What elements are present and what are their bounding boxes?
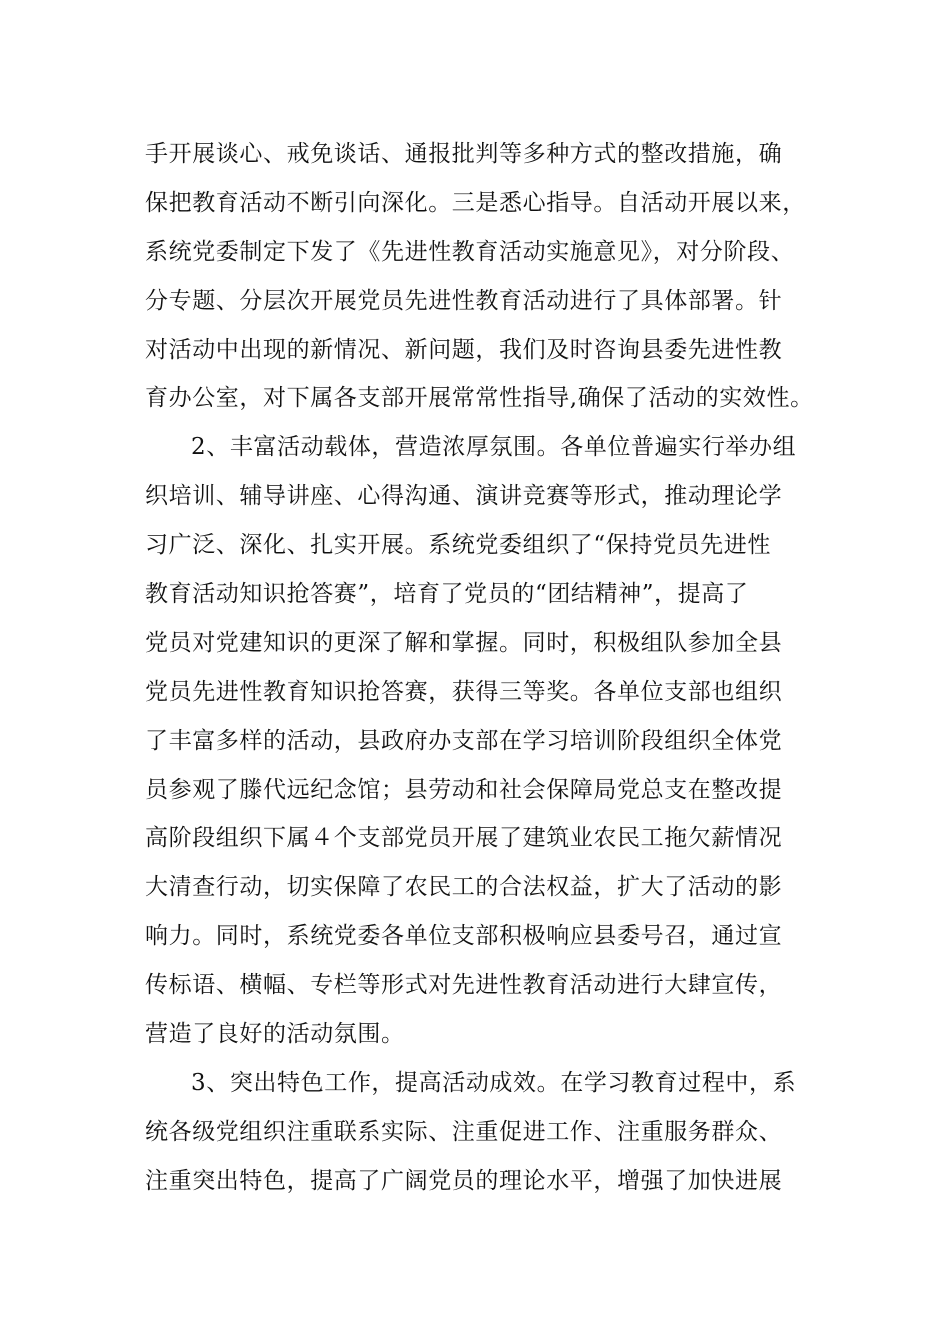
text-line: 系统党委制定下发了《先进性教育活动实施意见》，对分阶段、 (145, 238, 795, 265)
text-line: 统各级党组织注重联系实际、注重促进工作、注重服务群众、 (145, 1118, 783, 1145)
document-body (145, 130, 825, 1206)
text-line: 传标语、横幅、专栏等形式对先进性教育活动进行大肆宣传， (145, 972, 783, 999)
text-line: 手开展谈心、戒免谈话、通报批判等多种方式的整改措施，确 (145, 141, 783, 167)
text-line: 教育活动知识抢答赛”，培育了党员的“团结精神”，提高了 (145, 581, 749, 608)
text-line: 员参观了滕代远纪念馆；县劳动和社会保障局党总支在整改提 (145, 776, 783, 803)
text-line: 高阶段组织下属４个支部党员开展了建筑业农民工拖欠薪情况 (145, 825, 783, 852)
paragraph-2-first-line: 2、丰富活动载体，营造浓厚氛围。各单位普遍实行举办组 (191, 434, 797, 461)
text-line: 保把教育活动不断引向深化。三是悉心指导。自活动开展以来， (145, 189, 806, 216)
text-line: 对活动中出现的新情况、新问题，我们及时咨询县委先进性教 (145, 336, 783, 363)
text-line: 织培训、辅导讲座、心得沟通、演讲竞赛等形式，推动理论学 (145, 483, 783, 510)
text-line: 了丰富多样的活动，县政府办支部在学习培训阶段组织全体党 (145, 727, 783, 754)
paragraph-3-first-line: 3、突出特色工作，提高活动成效。在学习教育过程中，系 (191, 1069, 797, 1096)
text-line: 习广泛、深化、扎实开展。系统党委组织了“保持党员先进性 (145, 532, 771, 559)
text-line: 分专题、分层次开展党员先进性教育活动进行了具体部署。针 (145, 287, 783, 314)
text-line: 党员对党建知识的更深了解和掌握。同时，积极组队参加全县 (145, 629, 783, 656)
text-line: 营造了良好的活动氛围。 (145, 1021, 405, 1048)
text-line: 响力。同时，系统党委各单位支部积极响应县委号召，通过宣 (145, 923, 783, 950)
text-line: 大清查行动，切实保障了农民工的合法权益，扩大了活动的影 (145, 874, 783, 901)
text-line: 育办公室，对下属各支部开展常常性指导,确保了活动的实效性。 (145, 385, 814, 412)
text-line: 注重突出特色，提高了广阔党员的理论水平，增强了加快进展 (145, 1167, 783, 1194)
text-line: 党员先进性教育知识抢答赛，获得三等奖。各单位支部也组织 (145, 678, 783, 705)
